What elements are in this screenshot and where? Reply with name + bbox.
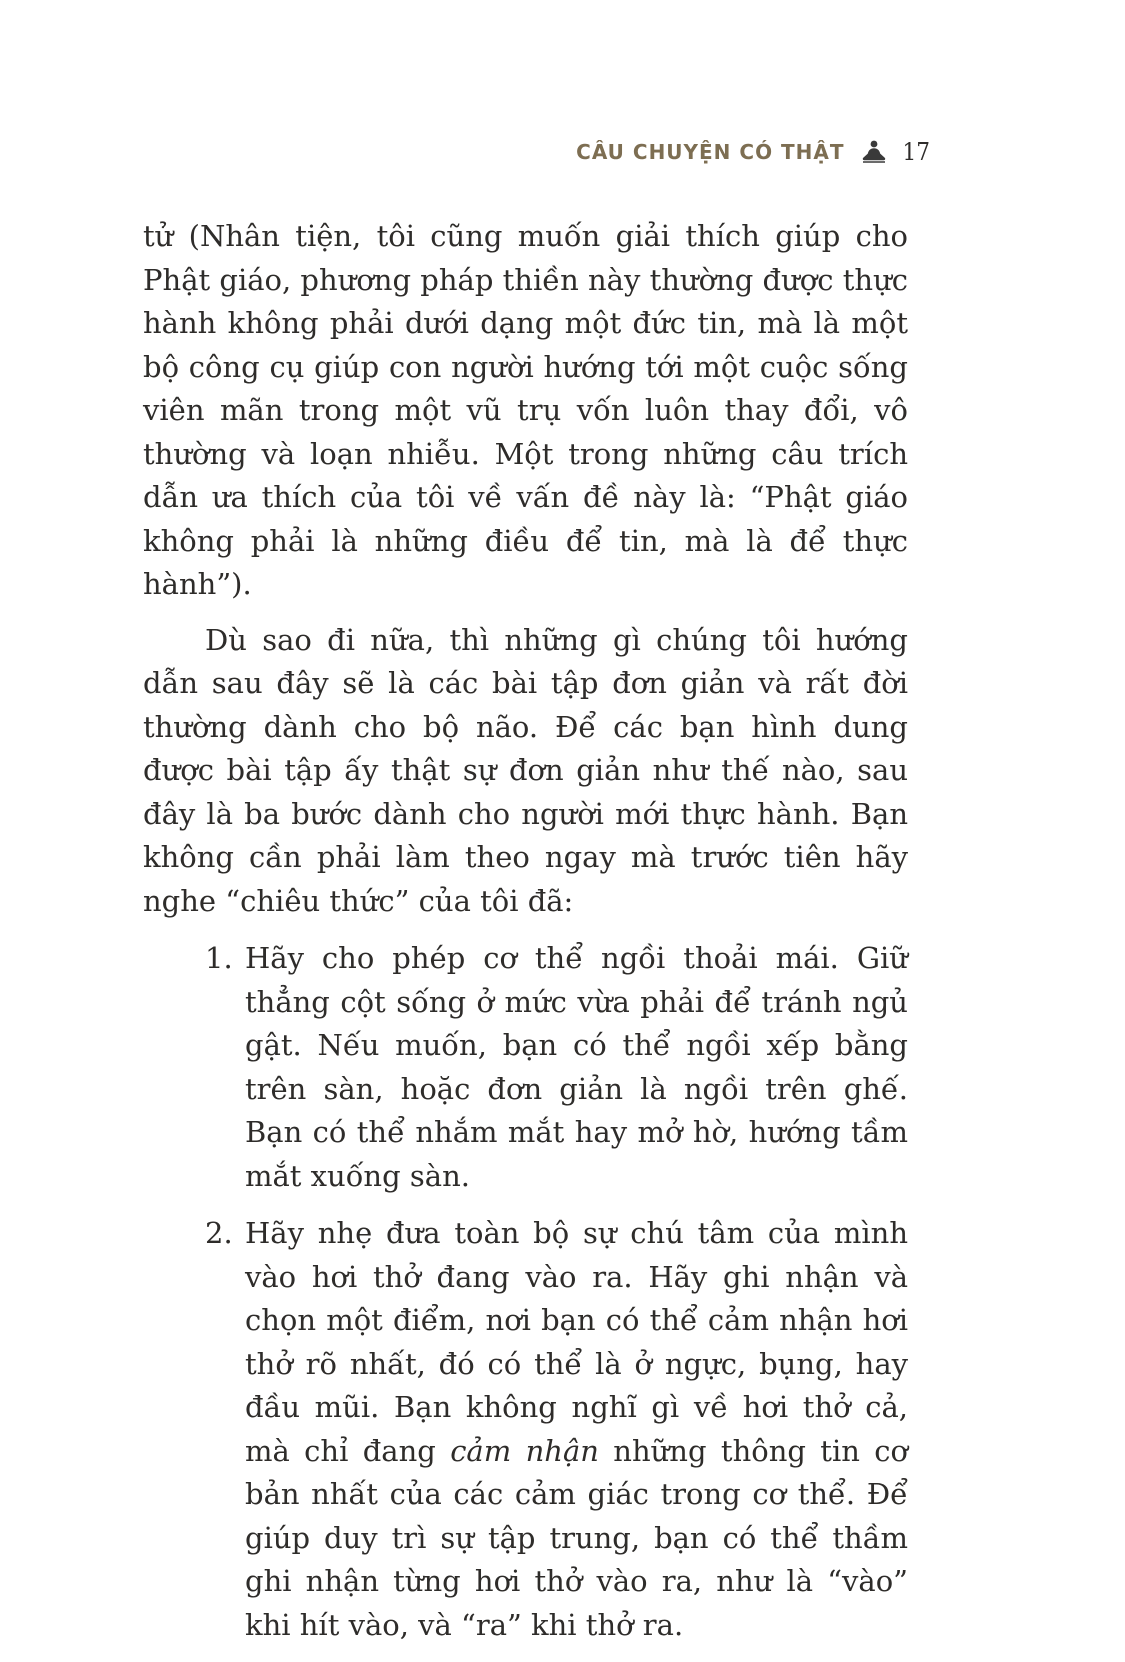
numbered-list bbox=[143, 937, 908, 1647]
paragraph-2: Dù sao đi nữa, thì những gì chúng tôi hướng dẫn sau đây sẽ là các bài tập đơn giản và rất đời thường dành cho bộ não. Để các bạn hình dung được bài tập ấy thật sự đơn giản như thế nào, sau đây là ba bước dành cho người mới thực hành. Bạn không cần phải làm theo ngay mà trước tiên hãy nghe “chiêu thức” của tôi đã: bbox=[143, 622, 908, 918]
list-item-2-number: 2. bbox=[205, 1216, 233, 1250]
list-item-2 bbox=[143, 1212, 908, 1647]
list-item-2-text-italic: cảm nhận bbox=[450, 1433, 599, 1468]
list-item-2-text-before: Hãy nhẹ đưa toàn bộ sự chú tâm của mình vào hơi thở đang vào ra. Hãy ghi nhận và chọn một điểm, nơi bạn có thể cảm nhận hơi thở rõ nhất, đó có thể là ở ngực, bụng, hay đầu mũi. Bạn không nghĩ gì về hơi thở cả, mà chỉ đang bbox=[245, 1216, 908, 1468]
body-text bbox=[143, 215, 908, 1661]
meditating-person-icon bbox=[859, 140, 889, 164]
chapter-title: CÂU CHUYỆN CÓ THẬT bbox=[576, 140, 845, 164]
list-item-1-text: Hãy cho phép cơ thể ngồi thoải mái. Giữ thẳng cột sống ở mức vừa phải để tránh ngủ gật. Nếu muốn, bạn có thể ngồi xếp bằng trên sàn, hoặc đơn giản là ngồi trên ghế. Bạn có thể nhắm mắt hay mở hờ, hướng tầm mắt xuống sàn. bbox=[245, 941, 908, 1193]
list-item-1 bbox=[143, 937, 908, 1198]
paragraph-1: tử (Nhân tiện, tôi cũng muốn giải thích giúp cho Phật giáo, phương pháp thiền này thường được thực hành không phải dưới dạng một đức tin, mà là một bộ công cụ giúp con người hướng tới một cuộc sống viên mãn trong một vũ trụ vốn luôn thay đổi, vô thường và loạn nhiễu. Một trong những câu trích dẫn ưa thích của tôi về vấn đề này là: “Phật giáo không phải là những điều để tin, mà là để thực hành”). bbox=[143, 219, 908, 601]
list-item-2-text-after: những thông tin cơ bản nhất của các cảm giác trong cơ thể. Để giúp duy trì sự tập trung, bạn có thể thầm ghi nhận từng hơi thở vào ra, như là “vào” khi hít vào, và “ra” khi thở ra. bbox=[245, 1433, 908, 1642]
list-item-1-number: 1. bbox=[205, 941, 233, 975]
page-header bbox=[143, 138, 930, 166]
page-number: 17 bbox=[902, 138, 930, 166]
